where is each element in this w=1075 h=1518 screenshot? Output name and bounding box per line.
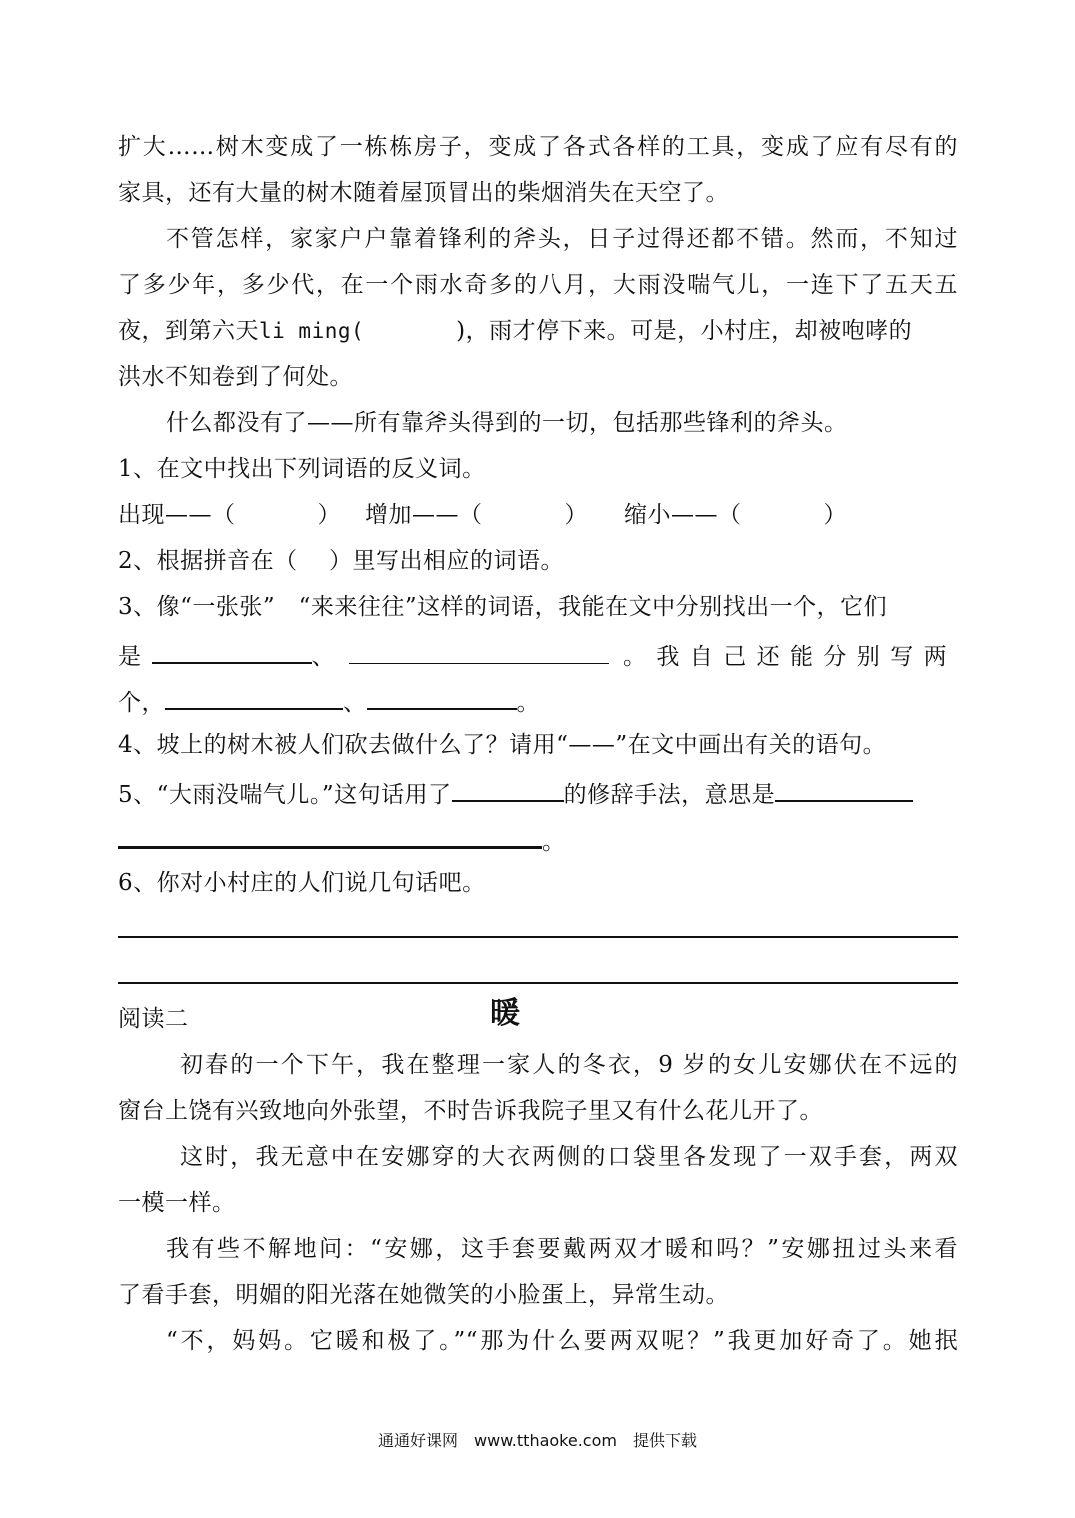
separator: 、 [343,690,367,716]
antonym-label: 出现——（ [118,502,236,528]
answer-prefix: 是 [118,644,142,670]
section-label: 阅读二 [118,1006,189,1032]
pinyin-prompt: li ming( [259,319,365,343]
question-3-answer-line [118,638,958,672]
antonym-label: 缩小——（ [624,502,742,528]
question-2: 2、根据拼音在（ ）里写出相应的词语。 [118,548,564,574]
answer-prefix: 个， [118,690,165,716]
meaning-blank-2[interactable] [118,822,542,849]
question-5-text: 5、“大雨没喘气儿。”这句话用了 [118,782,452,808]
question-1-antonyms [118,500,958,530]
paren-close: ） [317,502,341,528]
page-footer: 通通好课网 www.tthaoke.com 提供下载 [378,1431,697,1450]
paren-close: ） [823,502,847,528]
question-6: 6、你对小村庄的人们说几句话吧。 [118,870,486,896]
passage1-line: 洪水不知卷到了何处。 [118,364,353,390]
passage1-line: 家具，还有大量的树木随着屋顶冒出的柴烟消失在天空了。 [118,180,729,206]
antonym-label: 增加——（ [365,502,483,528]
answer-blank-3[interactable] [165,684,343,710]
reading2-line: 窗台上饶有兴致地向外张望，不时告诉我院子里又有什么花儿开了。 [118,1098,823,1124]
question-5-text: 的修辞手法，意思是 [563,782,776,808]
separator: 、 [311,644,335,670]
passage1-text: )，雨才停下来。可是，小村庄，却被咆哮的 [456,318,913,344]
question-5 [118,776,958,810]
passage1-line: 扩大……树木变成了一栋栋房子，变成了各式各样的工具，变成了应有尽有的 [118,134,958,160]
passage1-pinyin-line [118,316,958,346]
rhetoric-blank[interactable] [452,776,564,802]
reading2-line: 这时，我无意中在安娜穿的大衣两侧的口袋里各发现了一双手套，两双 [180,1144,958,1170]
reading2-line: 了看手套，明媚的阳光落在她微笑的小脸蛋上，异常生动。 [118,1282,729,1308]
reading2-line: 初春的一个下午，我在整理一家人的冬衣，9 岁的女儿安娜伏在不远的 [180,1052,958,1078]
answer-blank-2[interactable] [349,639,609,664]
meaning-blank-1[interactable] [775,776,913,802]
question-1: 1、在文中找出下列词语的反义词。 [118,456,486,482]
end-mark: 。 [516,690,540,716]
passage1-text: 夜，到第六天 [118,318,259,344]
answer-blank-4[interactable] [367,684,517,710]
end-mark: 。 [542,829,566,855]
answer-text: 。我自己还能分别写两 [623,644,957,670]
question-3: 3、像“一张张” “来来往往”这样的词语，我能在文中分别找出一个，它们 [118,594,888,620]
passage1-line: 什么都没有了——所有靠斧头得到的一切，包括那些锋利的斧头。 [166,410,848,436]
passage1-line: 了多少年，多少代，在一个雨水奇多的八月，大雨没喘气儿，一连下了五天五 [118,272,958,298]
question-4: 4、坡上的树木被人们砍去做什么了？请用“——”在文中画出有关的语句。 [118,732,887,758]
answer-rule-2[interactable] [118,982,958,984]
paren-close: ） [564,502,588,528]
reading2-title: 暖 [490,996,520,1031]
reading2-line: 一模一样。 [118,1190,236,1216]
reading2-line: 我有些不解地问：“安娜，这手套要戴两双才暖和吗？”安娜扭过头来看 [166,1236,958,1262]
answer-blank-1[interactable] [152,638,312,664]
question-3-answer-line [118,684,958,718]
reading2-line: “不，妈妈。它暖和极了。”“那为什么要两双呢？”我更加好奇了。她抿 [166,1328,958,1354]
question-5-continued [118,822,958,857]
passage1-line: 不管怎样，家家户户靠着锋利的斧头，日子过得还都不错。然而，不知过 [166,226,958,252]
answer-rule-1[interactable] [118,936,958,938]
